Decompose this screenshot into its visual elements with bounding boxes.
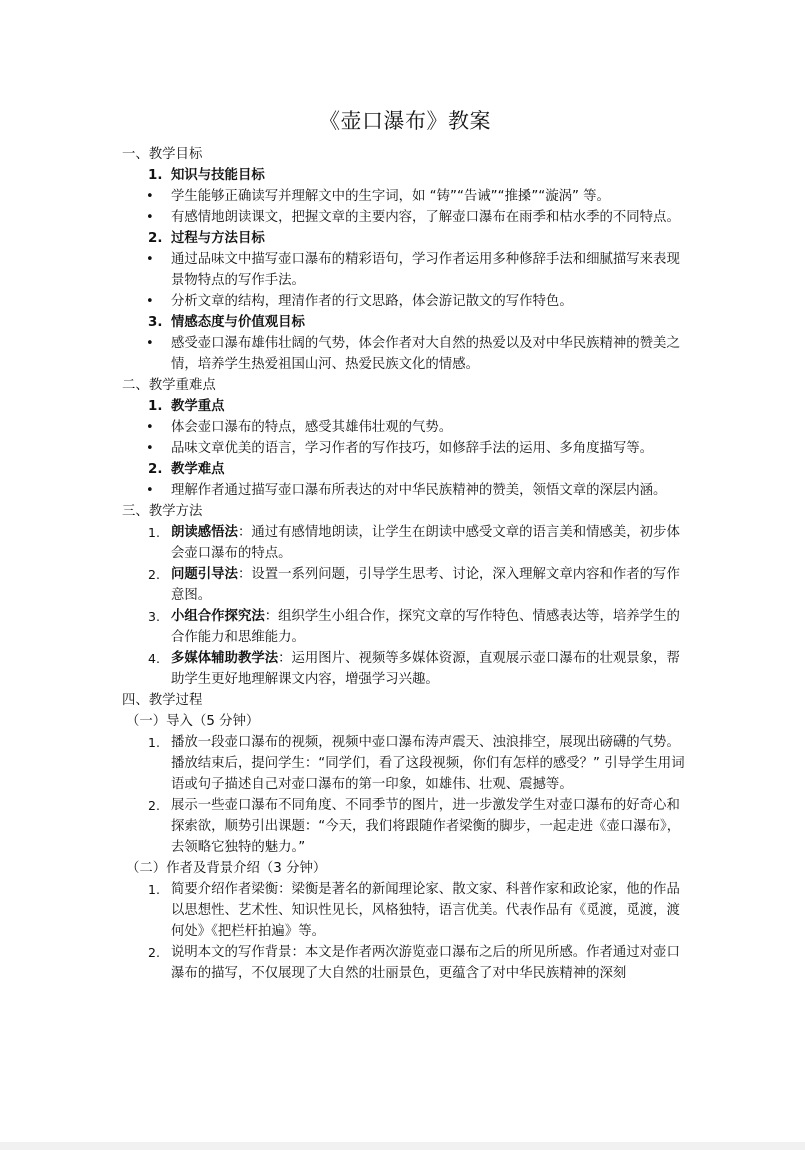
numbered-item [122,564,688,606]
bullet-icon: • [146,420,154,435]
bullet-item [122,291,688,312]
subheading [122,396,688,417]
document-title: 《壶口瀑布》教案 [319,109,491,133]
item-number: 2. [148,798,160,813]
method-name: 多媒体辅助教学法 [171,651,279,666]
numbered-item [122,942,688,984]
item-number: 1. [148,735,160,750]
bullet-item [122,249,688,291]
subheading-text: 教学重点 [171,399,225,414]
item-text: 说明本文的写作背景：本文是作者两次游览壶口瀑布之后的所见所感。作者通过对壶口瀑布的描写，不仅展现了大自然的壮丽景色，更蕴含了对中华民族精神的深刻 [171,945,680,981]
method-text: ：组织学生小组合作，探究文章的写作特色、情感表达等，培养学生的合作能力和思维能力。 [171,609,680,645]
bullet-text: 感受壶口瀑布雄伟壮阔的气势，体会作者对大自然的热爱以及对中华民族精神的赞美之情，培养学生热爱祖国山河、热爱民族文化的情感。 [171,336,680,372]
item-text: 简要介绍作者梁衡：梁衡是著名的新闻理论家、散文家、科普作家和政论家，他的作品以思想性、艺术性、知识性见长，风格独特，语言优美。代表作品有《觅渡，觅渡，渡何处》《把栏杆拍遍》等。 [171,882,680,939]
subheading [122,312,688,333]
subheading-number: 1. [148,168,163,183]
bullet-text: 分析文章的结构，理清作者的行文思路，体会游记散文的写作特色。 [171,294,573,309]
subheading-text: 知识与技能目标 [171,168,265,183]
subheading-number: 2. [148,462,163,477]
bullet-item [122,417,688,438]
bullet-item [122,186,688,207]
bullet-item [122,207,688,228]
bullet-icon: • [146,483,154,498]
subheading [122,228,688,249]
bullet-icon: • [146,294,154,309]
subheading-text: 教学难点 [171,462,225,477]
item-number: 4. [148,651,160,666]
bullet-icon: • [146,441,154,456]
method-name: 小组合作探究法 [171,609,265,624]
subheading [122,165,688,186]
bullet-text: 理解作者通过描写壶口瀑布所表达的对中华民族精神的赞美，领悟文章的深层内涵。 [171,483,667,498]
item-number: 1. [148,882,160,897]
item-text: 播放一段壶口瀑布的视频，视频中壶口瀑布涛声震天、浊浪排空，展现出磅礴的气势。播放结束后，提问学生：“同学们，看了这段视频，你们有怎样的感受？” 引导学生用词语或句子描述自己对壶口瀑布的第一印象，如雄伟、壮观、震撼等。 [171,735,685,792]
section-heading-methods: 三、教学方法 [122,504,203,519]
subheading-text: 情感态度与价值观目标 [171,315,305,330]
bullet-item [122,438,688,459]
numbered-item [122,732,688,795]
subheading-number: 3. [148,315,163,330]
bullet-icon: • [146,336,154,351]
subheading-text: 过程与方法目标 [171,231,265,246]
numbered-item [122,879,688,942]
bullet-icon: • [146,252,154,267]
item-number: 2. [148,567,160,582]
numbered-item [122,648,688,690]
part-heading-author: （二）作者及背景介绍（3 分钟） [126,861,327,876]
subheading [122,459,688,480]
item-number: 2. [148,945,160,960]
bullet-text: 体会壶口瀑布的特点，感受其雄伟壮观的气势。 [171,420,453,435]
subheading-number: 2. [148,231,163,246]
method-name: 问题引导法 [171,567,238,582]
document-content [122,106,688,984]
method-name: 朗读感悟法 [171,525,238,540]
numbered-item [122,795,688,858]
section-heading-process: 四、教学过程 [122,693,203,708]
item-text: 展示一些壶口瀑布不同角度、不同季节的图片，进一步激发学生对壶口瀑布的好奇心和探索欲，顺势引出课题：“今天，我们将跟随作者梁衡的脚步，一起走进《壶口瀑布》，去领略它独特的魅力。” [171,798,681,855]
bullet-text: 通过品味文中描写壶口瀑布的精彩语句，学习作者运用多种修辞手法和细腻描写来表现景物特点的写作手法。 [171,252,680,288]
section-heading-objectives: 一、教学目标 [122,147,203,162]
bullet-text: 有感情地朗读课文，把握文章的主要内容，了解壶口瀑布在雨季和枯水季的不同特点。 [171,210,680,225]
bullet-item [122,480,688,501]
method-text: ：通过有感情地朗读，让学生在朗读中感受文章的语言美和情感美，初步体会壶口瀑布的特点。 [171,525,680,561]
bullet-text: 品味文章优美的语言，学习作者的写作技巧，如修辞手法的运用、多角度描写等。 [171,441,654,456]
subheading-number: 1. [148,399,163,414]
numbered-item [122,606,688,648]
method-text: ：设置一系列问题，引导学生思考、讨论，深入理解文章内容和作者的写作意图。 [171,567,680,603]
section-heading-key-points: 二、教学重难点 [122,378,216,393]
numbered-item [122,522,688,564]
bullet-icon: • [146,210,154,225]
method-text: ：运用图片、视频等多媒体资源，直观展示壶口瀑布的壮观景象，帮助学生更好地理解课文内容，增强学习兴趣。 [171,651,680,687]
item-number: 1. [148,525,160,540]
bullet-icon: • [146,189,154,204]
bullet-text: 学生能够正确读写并理解文中的生字词，如 “铸”“告诫”“推搡”“漩涡” 等。 [171,189,610,204]
item-number: 3. [148,609,160,624]
part-heading-intro: （一）导入（5 分钟） [126,714,260,729]
bullet-item [122,333,688,375]
